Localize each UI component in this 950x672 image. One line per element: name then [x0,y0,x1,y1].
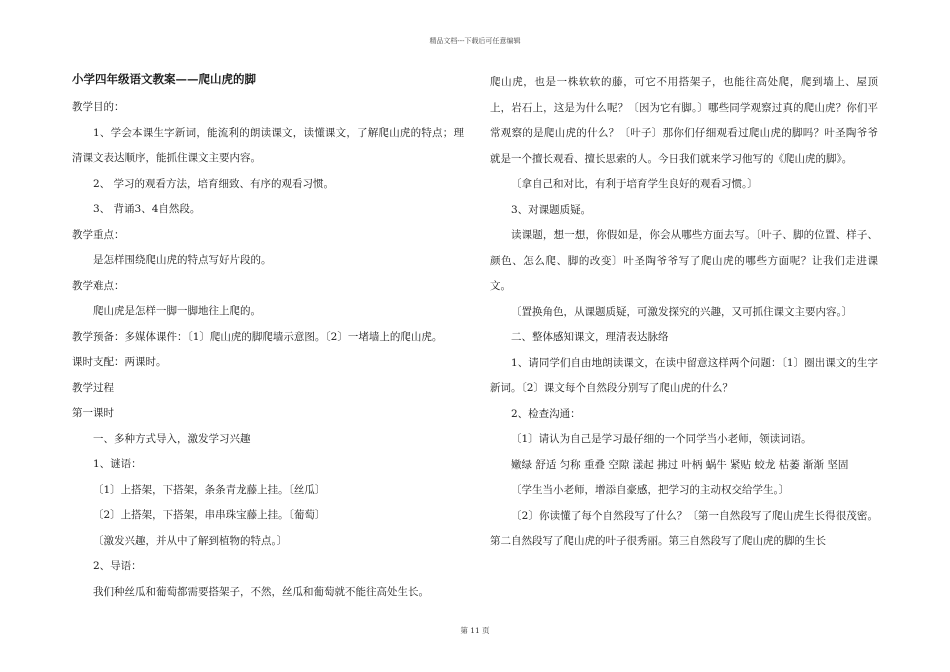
paragraph: 爬山虎是怎样一脚一脚地往上爬的。 [93,305,261,317]
paragraph: 〔2〕上搭架，下搭架，串串珠宝藤上挂。〔葡萄〕 [93,509,326,521]
right-column [490,70,878,555]
paragraph: 〔1〕上搭架，下搭架，条条青龙藤上挂。〔丝瓜〕 [93,483,326,496]
left-column [72,70,464,605]
paragraph: 〔置换角色，从课题质疑，可激发探究的兴趣，又可抓住课文主要内容。〕 [511,305,853,318]
paragraph: 教学目的： [72,101,125,113]
paragraph: 2、 学习的观看方法，培育细致、有序的观看习惯。 [93,177,335,190]
page-number: 第 11 页 [460,626,490,635]
paragraph: 读课题，想一想，你假如是，你会从哪些方面去写。〔叶子、脚的位置、样子、颜色、怎么爬、脚的改变〕叶圣陶爷爷写了爬山虎的哪些方面呢？让我们走进课文。 [490,229,878,292]
paragraph: 二、整体感知课文，理清表达脉络 [511,331,669,343]
paragraph: 我们种丝瓜和葡萄都需要搭架子，不然，丝瓜和葡萄就不能往高处生长。 [93,585,429,598]
paragraph: 是怎样围绕爬山虎的特点写好片段的。 [93,254,272,266]
paragraph: 课时支配：两课时。 [72,356,167,368]
page-header-note: 精品文档---下载后可任意编辑 [429,37,521,45]
paragraph: 一、多种方式导入，激发学习兴趣 [93,432,251,445]
paragraph: 教学预备：多媒体课件：〔1〕爬山虎的脚爬墙示意图。〔2〕一堵墙上的爬山虎。 [72,330,443,343]
paragraph: 1、谜语： [93,458,142,470]
paragraph: 〔激发兴趣，并从中了解到植物的特点。〕 [93,534,288,547]
paragraph: 教学重点： [72,228,125,241]
paragraph: 〔拿自己和对比，有利于培育学生良好的观看习惯。〕 [511,178,758,190]
paragraph: 1、请同学们自由地朗读课文，在读中留意这样两个问题：〔1〕圈出课文的生字新词。〔2〕课文每个自然段分别写了爬山虎的什么？ [490,356,878,394]
left-column-body [72,95,464,605]
paragraph: 第一课时 [72,407,114,419]
paragraph: 教学过程 [72,381,114,394]
paragraph: 1、学会本课生字新词，能流利的朗读课文，读懂课文，了解爬山虎的特点；理清课文表达顺序，能抓住课文主要内容。 [72,126,464,164]
paragraph: 〔2〕你读懂了每个自然段写了什么？〔第一自然段写了爬山虎生长得很茂密。第二自然段写了爬山虎的叶子很秀丽。第三自然段写了爬山虎的脚的生长 [490,509,878,547]
paragraph: 2、检查沟通： [511,407,581,420]
paragraph: 3、 背诵3、4自然段。 [93,203,201,215]
paragraph: 2、导语： [93,560,142,572]
paragraph: 〔1〕请认为自己是学习最仔细的一个同学当小老师，领读词语。 [511,433,812,445]
paragraph: 教学难点： [72,279,125,292]
paragraph: 〔学生当小老师，增添自豪感，把学习的主动权交给学生。〕 [511,484,790,496]
document-title: 小学四年级语文教案——爬山虎的脚 [72,72,256,86]
paragraph: 3、对课题质疑。 [511,203,592,216]
paragraph: 嫩绿 舒适 匀称 重叠 空隙 漾起 拂过 叶柄 蜗牛 紧贴 蛟龙 枯萎 渐渐 坚固 [511,458,849,471]
right-column-body [490,70,878,555]
paragraph: 爬山虎，也是一株软软的藤，可它不用搭架子，也能往高处爬，爬到墙上、屋顶上，岩石上，这是为什么呢？〔因为它有脚。〕哪些同学观察过真的爬山虎？你们平常观察的是爬山虎的什么？〔叶子〕那你们仔细观看过爬山虎的脚吗？叶圣陶爷爷就是一个擅长观看、擅长思索的人。今日我们就来学习他写的《爬山虎的脚》。 [490,76,878,165]
